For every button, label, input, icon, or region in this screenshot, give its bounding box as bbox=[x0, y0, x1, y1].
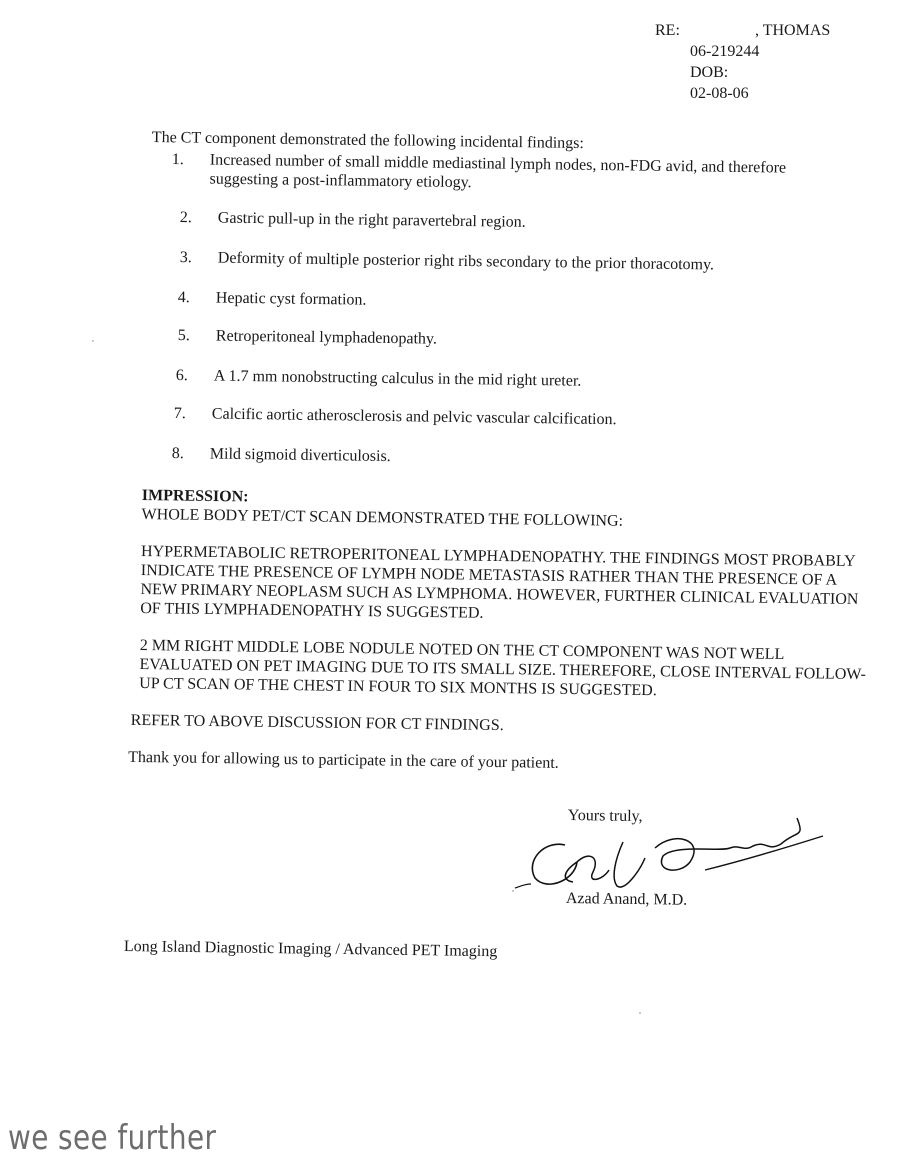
finding-text: Retroperitoneal lymphadenopathy. bbox=[215, 327, 438, 348]
tagline-logo: we see further bbox=[8, 1118, 217, 1158]
scan-speck bbox=[639, 1012, 641, 1014]
dob-value: 02-08-06 bbox=[690, 85, 749, 102]
patient-name: , THOMAS bbox=[755, 22, 831, 39]
handwritten-signature bbox=[505, 800, 835, 895]
finding-item bbox=[171, 150, 851, 197]
footer-org: Long Island Diagnostic Imaging / Advanced PET Imaging bbox=[123, 938, 498, 961]
impression-section bbox=[128, 486, 877, 777]
finding-number: 7. bbox=[173, 404, 186, 423]
finding-text: Mild sigmoid diverticulosis. bbox=[209, 445, 391, 466]
patient-id: 06-219244 bbox=[690, 43, 760, 60]
scan-speck bbox=[92, 340, 94, 342]
finding-text: A 1.7 mm nonobstructing calculus in the mid right ureter. bbox=[213, 367, 582, 390]
finding-number: 6. bbox=[175, 366, 188, 385]
finding-item bbox=[180, 248, 860, 276]
finding-number: 1. bbox=[171, 150, 184, 169]
finding-item bbox=[180, 208, 860, 236]
signoff: Yours truly, bbox=[567, 806, 643, 826]
finding-item bbox=[176, 366, 856, 394]
finding-number: 5. bbox=[177, 326, 190, 345]
closing-line: Thank you for allowing us to participate in the care of your patient. bbox=[128, 748, 559, 772]
finding-text: Hepatic cyst formation. bbox=[215, 289, 367, 309]
re-label: RE: bbox=[655, 22, 680, 39]
patient-header bbox=[655, 20, 830, 104]
finding-text: Deformity of multiple posterior right ribs secondary to the prior thoracotomy. bbox=[217, 249, 715, 274]
finding-number: 3. bbox=[179, 248, 192, 267]
finding-text: Gastric pull-up in the right paravertebral region. bbox=[217, 209, 526, 231]
finding-number: 2. bbox=[179, 208, 192, 227]
signer-name: Azad Anand, M.D. bbox=[565, 890, 688, 909]
finding-text: Increased number of small middle mediastinal lymph nodes, non-FDG avid, and therefore suggesting a post-inflammatory etiology. bbox=[209, 151, 787, 192]
finding-text: Calcific aortic atherosclerosis and pelvic vascular calcification. bbox=[211, 405, 617, 429]
finding-item bbox=[174, 404, 854, 432]
finding-item bbox=[178, 326, 858, 354]
findings-intro: The CT component demonstrated the following incidental findings: bbox=[151, 128, 585, 153]
finding-number: 4. bbox=[177, 288, 190, 307]
impression-paragraph: HYPERMETABOLIC RETROPERITONEAL LYMPHADENOPATHY. THE FINDINGS MOST PROBABLY INDICATE THE PRESENCE OF LYMPH NODE METASTASIS RATHER THAN THE PRESENCE OF A NEW PRIMARY NEOPLASM SUCH AS LYMPHOMA. HOWEVER, FURTHER CLINICAL EVALUATION OF THIS LYMPHADENOPATHY IS SUGGESTED. bbox=[140, 542, 859, 622]
finding-item bbox=[178, 288, 858, 316]
impression-lead: WHOLE BODY PET/CT SCAN DEMONSTRATED THE FOLLOWING: bbox=[141, 505, 624, 530]
scan-speck bbox=[512, 890, 514, 892]
impression-paragraph: REFER TO ABOVE DISCUSSION FOR CT FINDINGS. bbox=[130, 711, 504, 735]
dob-label: DOB: bbox=[690, 64, 729, 81]
finding-number: 8. bbox=[171, 444, 184, 463]
impression-paragraph: 2 MM RIGHT MIDDLE LOBE NODULE NOTED ON THE CT COMPONENT WAS NOT WELL EVALUATED ON PET IMAGING DUE TO ITS SMALL SIZE. THEREFORE, CLOSE INTERVAL FOLLOW-UP CT SCAN OF THE CHEST IN FOUR TO SIX MONTHS IS SUGGESTED. bbox=[139, 636, 866, 700]
impression-heading: IMPRESSION: bbox=[141, 486, 249, 506]
finding-item bbox=[172, 444, 852, 472]
